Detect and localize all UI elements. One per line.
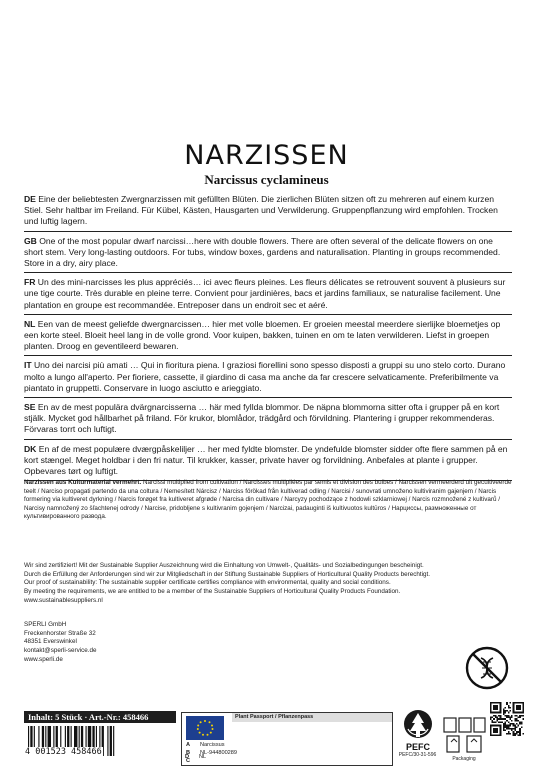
description-gb bbox=[24, 236, 512, 274]
contents-bar bbox=[24, 711, 176, 723]
company-website[interactable]: www.sperli.de bbox=[24, 655, 63, 663]
qr-module bbox=[503, 713, 505, 715]
passport-row-c: C bbox=[186, 758, 191, 764]
qr-module bbox=[503, 708, 505, 710]
qr-module bbox=[506, 715, 508, 717]
qr-module bbox=[505, 707, 507, 709]
qr-module bbox=[505, 730, 507, 732]
qr-module bbox=[508, 733, 510, 735]
qr-module bbox=[509, 718, 511, 720]
qr-module bbox=[509, 717, 511, 719]
qr-module bbox=[519, 731, 521, 733]
qr-module bbox=[501, 718, 503, 720]
company-street: Freckenhorster Straße 32 bbox=[24, 629, 96, 637]
qr-module bbox=[506, 717, 508, 719]
cert-line: Wir sind zertifiziert! Mit der Sustainable Supplier Auszeichnung wird die Einhaltung von Umwelt-, Qualitäts- und Sozialbedingungen bescheinigt. bbox=[24, 562, 424, 569]
description-text: Eine der beliebtesten Zwergnarzissen mit gefüllten Blüten. Die zierlichen Blüten sitzen oft zu mehreren auf einem kurzen Stiel. Sehr haltbar im Freiland. Für Kübel, Kästen, Hausgarten und Verwilderung. Gruppenpflanzung wird empfohlen. Trocken und luftig lagern. bbox=[24, 194, 498, 227]
qr-module bbox=[513, 723, 515, 725]
qr-module bbox=[498, 721, 500, 723]
qr-module bbox=[506, 720, 508, 722]
qr-module bbox=[493, 728, 498, 733]
qr-module bbox=[516, 705, 521, 710]
qr-module bbox=[511, 717, 513, 719]
passport-row-b: B NL-944800289 bbox=[186, 750, 238, 756]
qr-module bbox=[509, 725, 511, 727]
description-text: En af de mest populære dværgpåskeliljer … her med fyldte blomster. De yndefulde blomster sidder ofte flere sammen på en kort stængel. Meget holdbar i den fri natur. Til krukker, kasser, private haver og forvildning. Anbefales at plante i grupper. Opbevares tørt og luftigt. bbox=[24, 443, 508, 477]
qr-module bbox=[492, 717, 494, 719]
qr-module bbox=[503, 723, 505, 725]
qr-module bbox=[514, 734, 516, 736]
qr-module bbox=[521, 726, 523, 728]
qr-module bbox=[514, 715, 516, 717]
qr-module bbox=[511, 730, 513, 732]
qr-module bbox=[514, 733, 516, 735]
qr-module bbox=[522, 715, 524, 717]
qr-module bbox=[521, 721, 523, 723]
qr-module bbox=[516, 731, 518, 733]
qr-module bbox=[514, 726, 516, 728]
description-dk bbox=[24, 444, 512, 482]
qr-module bbox=[496, 717, 498, 719]
qr-module bbox=[503, 728, 505, 730]
qr-module bbox=[509, 707, 511, 709]
barcode-digits: 4 001523 458466 bbox=[25, 747, 102, 757]
botanical-name: Narcissus cyclamineus bbox=[204, 172, 329, 187]
qr-module bbox=[518, 731, 520, 733]
qr-module bbox=[521, 723, 523, 725]
qr-module bbox=[500, 717, 502, 719]
descriptions bbox=[24, 194, 512, 485]
qr-module bbox=[505, 725, 507, 727]
qr-module bbox=[503, 712, 505, 714]
qr-module bbox=[508, 731, 510, 733]
qr-module bbox=[490, 717, 492, 719]
qr-module bbox=[490, 718, 492, 720]
qr-module bbox=[511, 715, 513, 717]
description-text: One of the most popular dwarf narcissi…here with double flowers. There are often several of the delicate flowers on one short stem. Very long-lasting outdoors. For tubs, window boxes, gardens and naturalisation. Planting in groups recommended. Store in a dry, airy place. bbox=[24, 235, 501, 269]
qr-module bbox=[500, 718, 502, 720]
qr-module bbox=[509, 702, 511, 704]
language-code: GB bbox=[24, 235, 37, 246]
qr-module bbox=[516, 723, 518, 725]
cultivation-lead: Narzissen aus Kulturmaterial vermehrt. bbox=[24, 479, 142, 486]
qr-module bbox=[518, 734, 520, 736]
contents-label: Inhalt: 5 Stück · Art.-Nr.: 458466 bbox=[28, 712, 149, 722]
qr-module bbox=[513, 725, 515, 727]
qr-module bbox=[505, 726, 507, 728]
qr-module bbox=[503, 710, 505, 712]
eu-flag-icon bbox=[186, 716, 224, 740]
qr-module bbox=[500, 721, 502, 723]
qr-module bbox=[519, 734, 521, 736]
company-city: 48351 Everswinkel bbox=[24, 638, 77, 646]
qr-module bbox=[503, 730, 505, 732]
qr-module bbox=[509, 728, 511, 730]
qr-module bbox=[505, 721, 507, 723]
description-se bbox=[24, 402, 512, 440]
plant-passport bbox=[181, 712, 393, 766]
qr-module bbox=[516, 720, 518, 722]
qr-module bbox=[508, 721, 510, 723]
description-nl bbox=[24, 319, 512, 357]
qr-module bbox=[493, 721, 495, 723]
qr-module bbox=[505, 715, 507, 717]
description-it bbox=[24, 360, 512, 398]
qr-module bbox=[501, 721, 503, 723]
passport-title: Plant Passport / Pflanzenpass bbox=[232, 713, 392, 722]
qr-module bbox=[519, 715, 521, 717]
qr-module bbox=[508, 707, 510, 709]
description-text: Un des mini-narcisses les plus appréciés… ici avec fleurs pleines. Les fleurs délicates se retrouvent souvent à plusieurs sur une tige courte. Très durable en pleine terre. Convient pour jardinières, bacs et jardins familiaux, se naturalise facilement. Une plantation en groupe est recommandée. Entreposer dans un endroit sec et aéré. bbox=[24, 277, 506, 310]
qr-module bbox=[514, 728, 516, 730]
qr-module bbox=[496, 720, 498, 722]
qr-code-icon[interactable] bbox=[490, 702, 524, 736]
qr-module bbox=[511, 720, 513, 722]
qr-module bbox=[508, 717, 510, 719]
qr-module bbox=[518, 725, 520, 727]
qr-module bbox=[513, 731, 515, 733]
qr-module bbox=[503, 718, 505, 720]
qr-module bbox=[506, 728, 508, 730]
qr-module bbox=[521, 715, 523, 717]
qr-module bbox=[519, 723, 521, 725]
qr-module bbox=[516, 733, 518, 735]
passport-row-d-visible: D NL bbox=[185, 754, 207, 760]
cultivation-text: Narcissi multiplied from cultivation / Narcisses multipliées par semis et division des bulbes / Narcissen vermeerderd uit gecultiveerde teelt / Narciso propagati partendo da una coltura / Nemesített Nárcisz / Narciss förökad från kultiverad odling / Narcisi / sunovrati umnoženo kultiviranim gajenjem / Narcis formering via kultiveret dyrkning / Narcis forøget fra kultiveret afgrøde / Narcisa din cultivare / Narcyzy pochodzące z hodowli szklarniowej / Narcis rozmnožené z kultivarů / Narcisy namnožený zo šľachtenej odrody / Narcise, pridobljene s kultivranim gojenjem / Narcizai, padauginti iš kultivuotos kultūros / Нарциссы, размноженные от культивированного развода. bbox=[24, 479, 512, 521]
qr-module bbox=[492, 721, 494, 723]
qr-module bbox=[498, 715, 500, 717]
qr-module bbox=[522, 718, 524, 720]
qr-module bbox=[495, 721, 497, 723]
description-text: Een van de meest geliefde dwergnarcissen… hier met volle bloemen. Er groeien meestal meerdere sierlijke bloemetjes op een korte steel. Bloeit heel lang in de volle grond. Voor kuipen, bakken, tuinen en om te laten verwilderen. Liefst in groepen planten. Droog en geventileerd bewaren. bbox=[24, 318, 501, 352]
language-code: DK bbox=[24, 443, 37, 454]
pefc-label: PEFC bbox=[405, 742, 431, 752]
language-code: NL bbox=[24, 318, 36, 329]
qr-module bbox=[493, 715, 495, 717]
description-text: En av de mest populära dvärgnarcisserna … här med fyllda blommor. De näpna blommorna sitter ofta i grupper på en kort stjälk. Mycket god hållbarhet på friland. För krukor, blomlådor, trädgård och förvildning. Plantering i grupper rekommenderas. Förvaras torrt och luftigt. bbox=[24, 402, 500, 435]
certification-text bbox=[24, 562, 514, 606]
description-fr bbox=[24, 277, 512, 315]
passport-row-a: A Narcissus bbox=[186, 742, 225, 748]
qr-module bbox=[519, 728, 521, 730]
cert-line: Our proof of sustainability: The sustainable supplier certificate certifies compliance with environmental, quality and social conditions. bbox=[24, 579, 391, 587]
qr-module bbox=[492, 720, 494, 722]
qr-module bbox=[506, 704, 508, 706]
qr-module bbox=[495, 717, 497, 719]
language-code: IT bbox=[24, 360, 32, 371]
qr-module bbox=[505, 718, 507, 720]
language-code: DE bbox=[24, 194, 36, 204]
cultivation-note bbox=[24, 479, 514, 522]
qr-module bbox=[508, 726, 510, 728]
qr-module bbox=[508, 715, 510, 717]
page-title: NARZISSEN bbox=[184, 140, 349, 171]
qr-module bbox=[506, 725, 508, 727]
packaging-label: Packaging bbox=[452, 756, 476, 762]
qr-module bbox=[508, 712, 510, 714]
qr-module bbox=[498, 718, 500, 720]
qr-module bbox=[513, 728, 515, 730]
qr-module bbox=[509, 723, 511, 725]
qr-module bbox=[495, 715, 497, 717]
qr-module bbox=[519, 733, 521, 735]
qr-module bbox=[493, 718, 495, 720]
language-code: FR bbox=[24, 277, 36, 288]
qr-module bbox=[516, 726, 518, 728]
qr-module bbox=[516, 715, 518, 717]
qr-module bbox=[506, 710, 508, 712]
qr-module bbox=[519, 717, 521, 719]
qr-module bbox=[500, 715, 502, 717]
description-text: Uno dei narcisi più amati … Qui in fioritura piena. I graziosi fiorellini sono spesso disposti a gruppi su uno stelo corto. Durano molto a lungo all'aperto. Per fioriere, cassette, il giardino di casa ma anche da far crescere selvaticamente. Preferibilmente va piantato in gruppetti. Conservare in luogo asciutto e arieggiato. bbox=[24, 360, 506, 393]
company-address bbox=[24, 621, 97, 665]
qr-module bbox=[513, 734, 515, 736]
qr-module bbox=[518, 717, 520, 719]
qr-module bbox=[514, 725, 516, 727]
qr-module bbox=[505, 710, 507, 712]
qr-module bbox=[503, 725, 505, 727]
qr-module bbox=[508, 705, 510, 707]
qr-module bbox=[508, 728, 510, 730]
description-de bbox=[24, 194, 512, 232]
cert-line: By meeting the requirements, we are entitled to be a member of the Sustainable Suppliers of Horticultural Quality Products Foundation. bbox=[24, 588, 401, 596]
qr-module bbox=[514, 730, 516, 732]
qr-module bbox=[514, 720, 516, 722]
qr-module bbox=[509, 733, 511, 735]
cert-link[interactable]: www.sustainablesuppliers.nl bbox=[24, 596, 103, 604]
recycling-bins-icon bbox=[441, 714, 487, 760]
qr-module bbox=[522, 733, 524, 735]
qr-module bbox=[508, 725, 510, 727]
pefc-code: PEFC/30-31-596 bbox=[398, 752, 437, 758]
company-email[interactable]: kontakt@sperli-service.de bbox=[24, 647, 97, 655]
qr-module bbox=[509, 710, 511, 712]
qr-module bbox=[506, 702, 508, 704]
qr-module bbox=[519, 730, 521, 732]
cert-line: Durch die Erfüllung der Anforderungen sind wir zur Mitgliedschaft in der Stiftung Sustainable Suppliers of Horticultural Quality Products berechtigt. bbox=[24, 570, 431, 578]
qr-module bbox=[518, 720, 520, 722]
qr-module bbox=[506, 726, 508, 728]
qr-module bbox=[496, 718, 498, 720]
no-gmo-icon bbox=[464, 645, 510, 691]
qr-module bbox=[506, 733, 508, 735]
qr-module bbox=[511, 723, 513, 725]
qr-module bbox=[493, 705, 498, 710]
qr-module bbox=[511, 728, 513, 730]
qr-module bbox=[513, 733, 515, 735]
qr-module bbox=[505, 723, 507, 725]
qr-module bbox=[519, 721, 521, 723]
qr-module bbox=[505, 712, 507, 714]
company-name: SPERLI GmbH bbox=[24, 621, 67, 628]
language-code: SE bbox=[24, 402, 36, 413]
qr-module bbox=[514, 718, 516, 720]
qr-module bbox=[516, 718, 518, 720]
qr-module bbox=[503, 726, 505, 728]
